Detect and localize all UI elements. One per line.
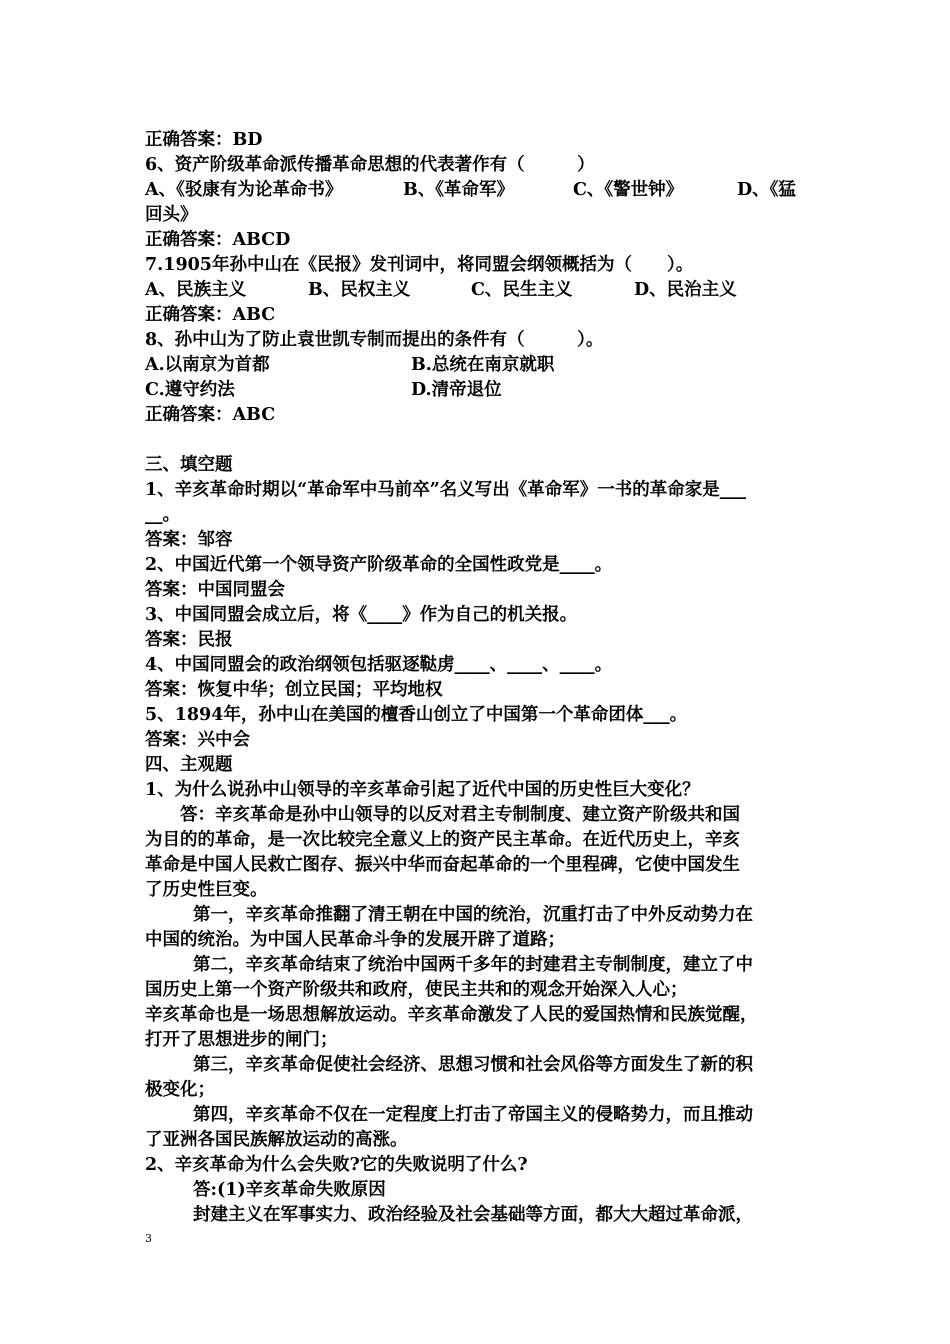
subjective1-para4-line2: 打开了思想进步的闸门； <box>145 1030 338 1050</box>
q7-option-a: A、民族主义 <box>145 280 247 300</box>
subjective1-para1-line2: 为目的的革命，是一次比较完全意义上的资产民主革命。在近代历史上，辛亥 <box>145 830 740 850</box>
fill4-answer: 答案：恢复中华；创立民国；平均地权 <box>145 680 443 700</box>
q8-options-row2 <box>145 378 810 403</box>
q8-options-row1 <box>145 353 810 378</box>
fill2-question: 2、中国近代第一个领导资产阶级革命的全国性政党是____。 <box>145 555 613 575</box>
section3-title: 三、填空题 <box>145 455 233 475</box>
subjective2-answer-head: 答:(1)辛亥革命失败原因 <box>193 1180 386 1200</box>
q7-option-c: C、民生主义 <box>471 280 573 300</box>
q8-option-b: B.总统在南京就职 <box>411 355 555 375</box>
fill3-question: 3、中国同盟会成立后，将《____》作为自己的机关报。 <box>145 605 578 625</box>
subjective1-question: 1、为什么说孙中山领导的辛亥革命引起了近代中国的历史性巨大变化？ <box>145 780 700 800</box>
subjective1-para5-line1: 第三，辛亥革命促使社会经济、思想习惯和社会风俗等方面发生了新的积 <box>193 1055 753 1075</box>
q7-options <box>145 278 810 303</box>
q6-question: 6、资产阶级革命派传播革命思想的代表著作有（ ） <box>145 155 595 175</box>
q8-answer: 正确答案：ABC <box>145 405 276 425</box>
q8-option-c: C.遵守约法 <box>145 380 235 400</box>
fill1-question-line1: 1、辛亥革命时期以“革命军中马前卒”名义写出《革命军》一书的革命家是___ <box>145 480 747 500</box>
document-page <box>145 128 810 1228</box>
subjective1-para2-line1: 第一，辛亥革命推翻了清王朝在中国的统治，沉重打击了中外反动势力在 <box>193 905 753 925</box>
subjective1-para3-line2: 国历史上第一个资产阶级共和政府，使民主共和的观念开始深入人心； <box>145 980 688 1000</box>
section4-title: 四、主观题 <box>145 755 233 775</box>
q7-answer: 正确答案：ABC <box>145 305 276 325</box>
q5-answer: 正确答案：BD <box>145 130 263 150</box>
subjective1-para2-line2: 中国的统治。为中国人民革命斗争的发展开辟了道路； <box>145 930 565 950</box>
fill3-answer: 答案：民报 <box>145 630 233 650</box>
q8-option-d: D.清帝退位 <box>411 380 502 400</box>
subjective1-para3-line1: 第二，辛亥革命结束了统治中国两千多年的封建君主专制制度，建立了中 <box>193 955 753 975</box>
subjective1-para6-line1: 第四，辛亥革命不仅在一定程度上打击了帝国主义的侵略势力，而且推动 <box>193 1105 753 1125</box>
subjective1-para1-line3: 革命是中国人民救亡图存、振兴中华而奋起革命的一个里程碑，它使中国发生 <box>145 855 740 875</box>
fill1-answer: 答案：邹容 <box>145 530 233 550</box>
subjective2-question: 2、辛亥革命为什么会失败?它的失败说明了什么? <box>145 1155 528 1175</box>
fill5-answer: 答案：兴中会 <box>145 730 250 750</box>
q6-option-d: D、《猛 <box>737 180 796 200</box>
subjective1-para6-line2: 了亚洲各国民族解放运动的高涨。 <box>145 1130 408 1150</box>
q7-option-d: D、民治主义 <box>634 280 737 300</box>
fill4-question: 4、中国同盟会的政治纲领包括驱逐鞑虏____、____、____。 <box>145 655 613 675</box>
page-number: 3 <box>145 1232 152 1245</box>
q7-option-b: B、民权主义 <box>308 280 411 300</box>
q6-option-c: C、《警世钟》 <box>573 180 684 200</box>
q8-option-a: A.以南京为首都 <box>145 355 270 375</box>
q6-options <box>145 178 810 203</box>
subjective1-para1-line4: 了历史性巨变。 <box>145 880 268 900</box>
q6-option-b: B、《革命军》 <box>403 180 515 200</box>
subjective1-para4-line1: 辛亥革命也是一场思想解放运动。辛亥革命激发了人民的爱国热情和民族觉醒， <box>145 1005 758 1025</box>
subjective2-para1-line1: 封建主义在军事实力、政治经验及社会基础等方面，都大大超过革命派， <box>193 1205 753 1225</box>
fill1-question-line2: __。 <box>145 505 180 525</box>
spacer <box>145 428 810 453</box>
q6-option-d-cont: 回头》 <box>145 205 198 225</box>
q8-question: 8、孙中山为了防止袁世凯专制而提出的条件有（ ）。 <box>145 330 604 350</box>
subjective1-para5-line2: 极变化； <box>145 1080 215 1100</box>
q6-option-a: A、《驳康有为论革命书》 <box>145 180 343 200</box>
fill2-answer: 答案：中国同盟会 <box>145 580 285 600</box>
q6-answer: 正确答案：ABCD <box>145 230 291 250</box>
fill5-question: 5、1894年，孙中山在美国的檀香山创立了中国第一个革命团体___。 <box>145 705 688 725</box>
subjective1-para1-line1: 答：辛亥革命是孙中山领导的以反对君主专制制度、建立资产阶级共和国 <box>180 805 740 825</box>
q7-question: 7.1905年孙中山在《民报》发刊词中，将同盟会纲领概括为（ ）。 <box>145 255 694 275</box>
